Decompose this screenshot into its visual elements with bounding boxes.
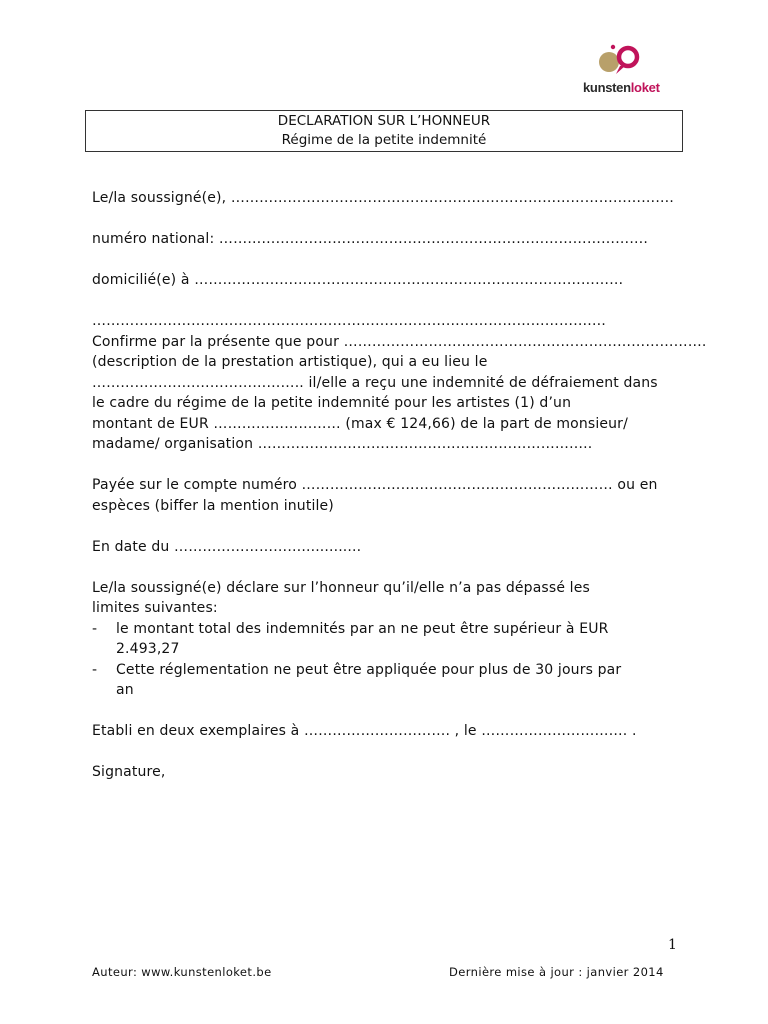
logo-wordmark: kunstenloket <box>583 80 660 95</box>
confirm-line: le cadre du régime de la petite indemnité pour les artistes (1) d’un <box>92 395 572 411</box>
declare-line: limites suivantes: <box>92 600 218 616</box>
bullet-text: le montant total des indemnités par an ne peut être supérieur à EUR <box>116 620 609 637</box>
confirm-line: madame/ organisation …………………………………………………………….. <box>92 436 593 452</box>
limit-bullet <box>92 660 692 681</box>
document-title: DECLARATION SUR L’HONNEUR <box>277 113 491 129</box>
confirm-line: ………………….………………….. il/elle a reçu une indemnité de défraiement dans <box>92 374 658 391</box>
payee-line: Payée sur le compte numéro ………………………………………………………… ou en <box>92 477 658 493</box>
footer-last-update: Dernière mise à jour : janvier 2014 <box>449 965 664 979</box>
bullet-text: Cette réglementation ne peut être appliquée pour plus de 30 jours par <box>116 661 622 678</box>
soussigne-line: Le/la soussigné(e), ……………………………………………………………………………….… <box>92 190 675 206</box>
title-box <box>85 110 683 152</box>
address-line: …………………………………………………………………………………………….… <box>92 313 606 329</box>
numero-national-line: numéro national: ………………………………………………………………………………. <box>92 231 649 247</box>
declare-line: Le/la soussigné(e) déclare sur l’honneur qu’il/elle n’a pas dépassé les <box>92 579 590 596</box>
confirm-line: montant de EUR ……………………… (max € 124,66) de la part de monsieur/ <box>92 415 628 432</box>
document-subtitle: Régime de la petite indemnité <box>281 132 487 148</box>
logo-speech-bubbles-icon <box>597 44 643 78</box>
date-line: En date du ………………………............. <box>92 538 362 555</box>
confirm-line: Confirme par la présente que pour …………………….……………………………………………. <box>92 333 707 350</box>
bullet-dash: - <box>92 620 98 637</box>
confirm-line: (description de la prestation artistique), qui a eu lieu le <box>92 354 488 370</box>
page-number: 1 <box>668 937 677 953</box>
footer-author: Auteur: www.kunstenloket.be <box>92 965 272 979</box>
declaration-body <box>92 188 707 783</box>
limit-bullet <box>92 619 692 640</box>
bullet-text-continued: an <box>116 682 134 698</box>
payee-line: espèces (biffer la mention inutile) <box>92 497 334 514</box>
signature-label: Signature, <box>92 764 166 780</box>
bullet-dash: - <box>92 661 98 678</box>
bullet-text-continued: 2.493,27 <box>116 641 180 657</box>
kunstenloket-logo <box>583 44 673 96</box>
etabli-line: Etabli en deux exemplaires à …………………………. , le …………………………. . <box>92 723 637 739</box>
domicilie-line: domicilié(e) à …………………………………………………………….………………… <box>92 272 624 288</box>
